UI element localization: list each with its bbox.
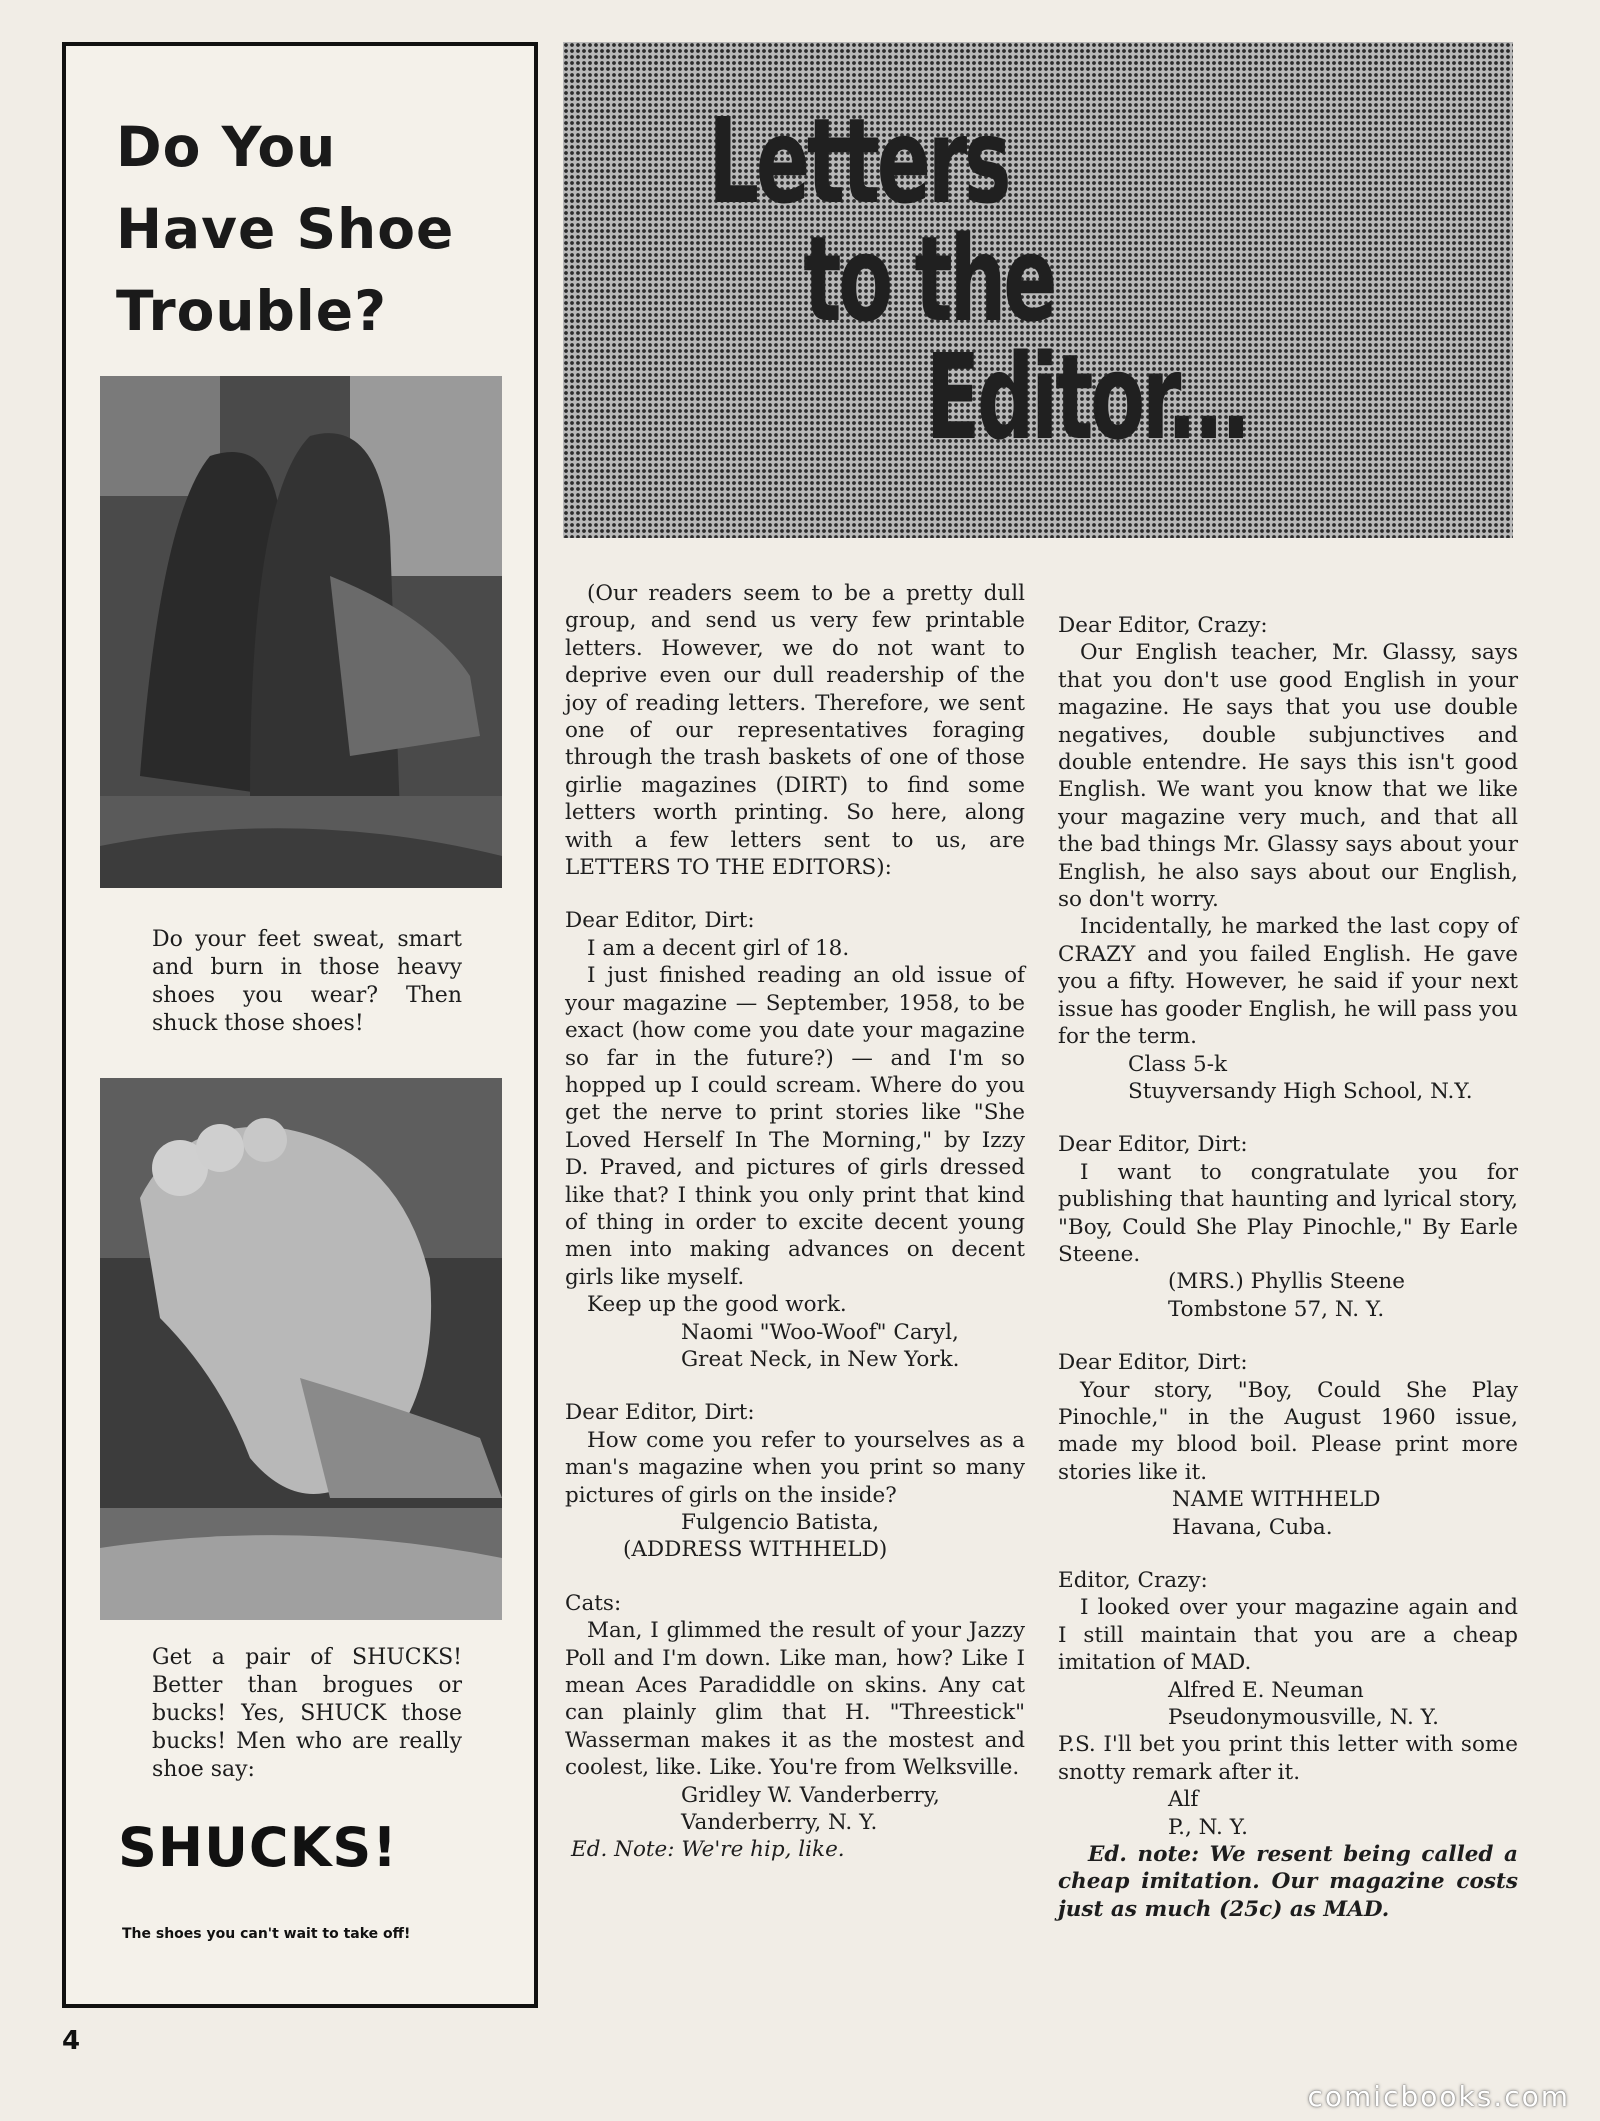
letter-salutation: Dear Editor, Dirt: [565, 908, 755, 934]
letters-column-1 [565, 580, 1025, 1864]
header-line-3: Editor... [925, 328, 1248, 466]
ad-tagline: The shoes you can't wait to take off! [122, 1926, 411, 1942]
ad-headline: Do You Have Shoe Trouble? [116, 115, 455, 343]
letter-salutation: Dear Editor, Crazy: [1058, 613, 1268, 638]
editor-note: Ed. note: We resent being called a cheap imitation. Our magazine costs just as much (25c) as MAD. [1058, 1842, 1518, 1922]
letter-signature-location: Havana, Cuba. [1172, 1514, 1333, 1540]
ad-body-text-1: Do your feet sweat, smart and burn in those heavy shoes you wear? Then shuck those shoes! [152, 927, 462, 1036]
letter-paragraph: Your story, "Boy, Could She Play Pinochle," in the August 1960 issue, made my blood boil. Please print more stories like it. [1058, 1377, 1518, 1485]
letter-salutation: Dear Editor, Dirt: [565, 1400, 755, 1426]
shoe-advertisement [62, 42, 538, 2008]
letter-signature: Alf [1168, 1787, 1199, 1813]
letter-paragraph: Incidentally, he marked the last copy of CRAZY and you failed English. He gave you a fifty. However, he said if your next issue has gooder English, he will pass you for the term. [1058, 914, 1518, 1050]
letter-paragraph: Our English teacher, Mr. Glassy, says that you don't use good English in your magazine. He says that you use double negatives, double subjunctives and double entendre. He says this isn't good English. We want you know that we like your magazine very much, and that all the bad things Mr. Glassy says about your English, he also says about our English, so don't worry. [1058, 640, 1518, 913]
ad-brand-name: SHUCKS! [118, 1816, 398, 1879]
letter-paragraph: I want to congratulate you for publishing that haunting and lyrical story, "Boy, Could She Play Pinochle," By Earle Steene. [1058, 1159, 1518, 1267]
letter-salutation: Dear Editor, Dirt: [1058, 1132, 1248, 1158]
letter-signature-location: Tombstone 57, N. Y. [1168, 1296, 1385, 1322]
ad-body-text-2: Get a pair of SHUCKS! Better than brogues or bucks! Yes, SHUCK those bucks! Men who are really shoe say: [152, 1645, 462, 1782]
letter-signature: Gridley W. Vanderberry, [681, 1782, 940, 1808]
letter-paragraph: How come you refer to yourselves as a man's magazine when you print so many pictures of girls on the inside? [565, 1427, 1025, 1508]
letters-header-title [708, 92, 1248, 466]
letter-salutation: Editor, Crazy: [1058, 1568, 1208, 1593]
letters-header-banner [563, 42, 1513, 538]
letter-paragraph: I just finished reading an old issue of your magazine — September, 1958, to be exact (how come you date your magazine so far in the future?) — and I'm so hopped up I could scream. Where do you get the nerve to print stories like "She Loved Herself In The Morning," by Izzy D. Praved, and pictures of girls dressed like that? I think you only print that kind of thing in order to excite decent young men into making advances on decent girls like myself. [565, 963, 1025, 1290]
letter-signature: Class 5-k [1128, 1051, 1228, 1077]
letters-column-2 [1058, 612, 1518, 1923]
letter-signature-location: (ADDRESS WITHHELD) [623, 1537, 888, 1563]
letter-signature: NAME WITHHELD [1172, 1487, 1381, 1513]
letter-postscript: P.S. I'll bet you print this letter with some snotty remark after it. [1058, 1732, 1518, 1785]
intro-paragraph: (Our readers seem to be a pretty dull group, and send us very few printable letters. However, we do not want to deprive even our dull readership of the joy of reading letters. Therefore, we sent one of our representatives foraging through the trash baskets of one of those girlie magazines (DIRT) to find some letters worth printing. So here, along with a few letters sent to us, are LETTERS TO THE EDITORS): [565, 581, 1025, 881]
letter-signature: Alfred E. Neuman [1168, 1677, 1364, 1703]
letter-signature-location: Pseudonymousville, N. Y. [1168, 1705, 1439, 1731]
letter-signature: (MRS.) Phyllis Steene [1168, 1269, 1405, 1295]
letter-signature: Fulgencio Batista, [681, 1510, 880, 1535]
letter-signature-location: Stuyversandy High School, N.Y. [1128, 1078, 1473, 1104]
letter-paragraph: I looked over your magazine again and I still maintain that you are a cheap imitation of MAD. [1058, 1595, 1518, 1676]
letter-signature-location: P., N. Y. [1168, 1814, 1248, 1840]
letter-salutation: Dear Editor, Dirt: [1058, 1350, 1248, 1376]
letter-signature-location: Great Neck, in New York. [681, 1346, 960, 1372]
letter-paragraph: I am a decent girl of 18. [587, 935, 850, 961]
bare-foot-photo [100, 1078, 502, 1620]
watermark: comicbooks.com [1307, 2080, 1570, 2113]
editor-note: Ed. Note: We're hip, like. [571, 1837, 845, 1863]
header-line-2: to the [803, 210, 1055, 348]
letter-signature-location: Vanderberry, N. Y. [681, 1810, 878, 1836]
letter-signature: Naomi "Woo-Woof" Caryl, [681, 1319, 959, 1345]
page-number: 4 [62, 2026, 81, 2056]
header-line-1: Letters [708, 92, 1009, 230]
feet-in-shoes-photo [100, 376, 502, 888]
letter-paragraph: Keep up the good work. [587, 1292, 847, 1318]
letter-paragraph: Man, I glimmed the result of your Jazzy Poll and I'm down. Like man, how? Like I mean Aces Paradiddle on skins. Any cat can plainly glim that H. "Threestick" Wasserman makes it as the mostest and coolest, like. Like. You're from Welksville. [565, 1618, 1025, 1781]
letter-salutation: Cats: [565, 1590, 622, 1616]
